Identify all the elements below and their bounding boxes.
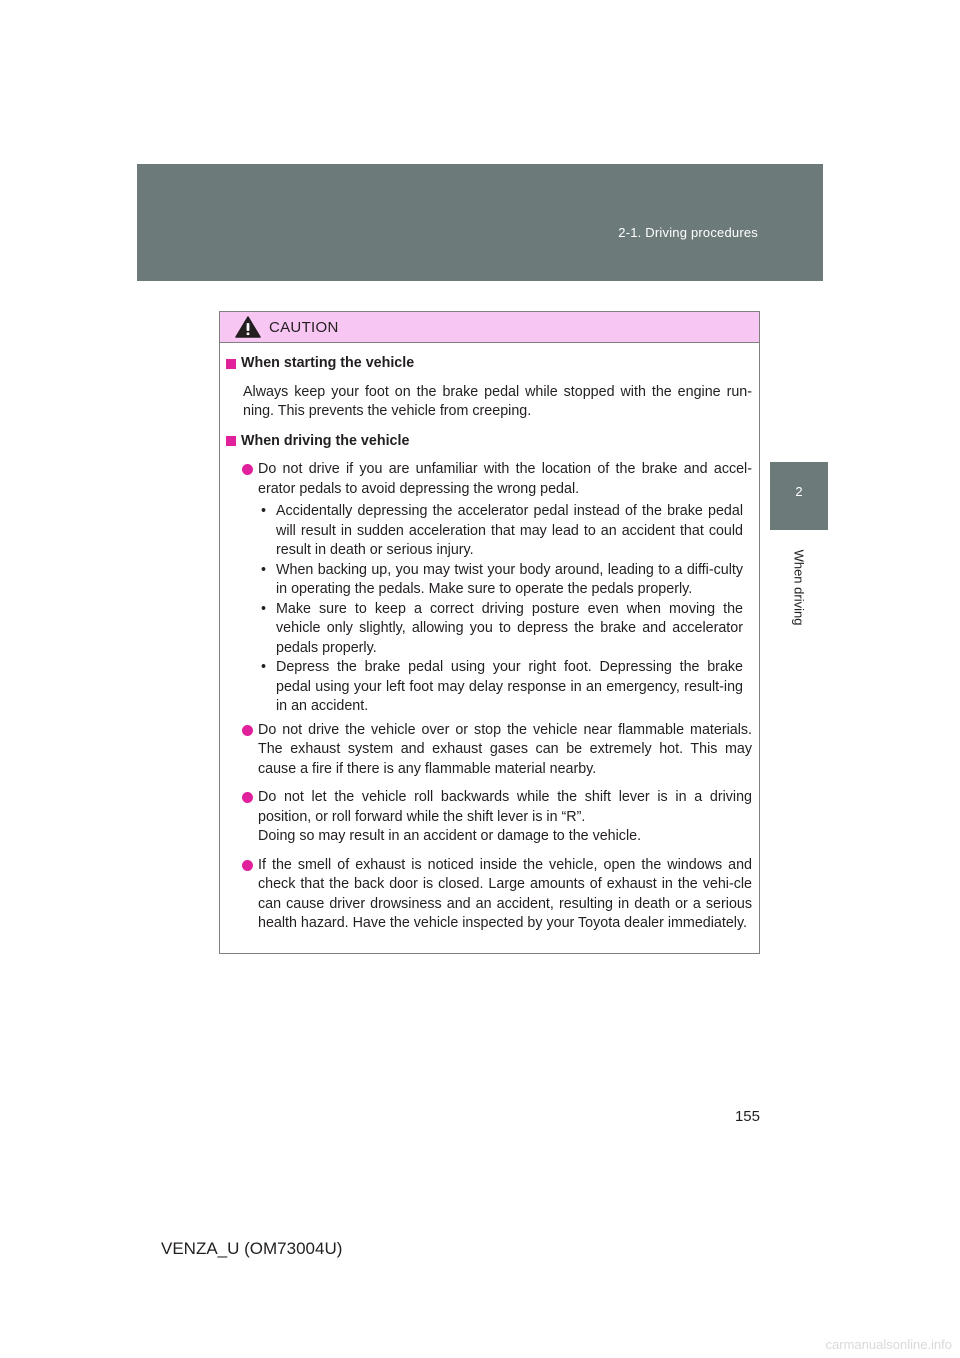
chapter-tab [770,462,828,530]
list-item: Do not drive if you are unfamiliar with the location of the brake and accel-erator pedals to avoid depressing the wrong pedal. [226,460,752,499]
square-bullet-icon [226,436,236,446]
round-bullet-icon [242,792,253,803]
sub-list [226,502,752,717]
list-item: Do not drive the vehicle over or stop the vehicle near flammable materials. The exhaust system and exhaust gases can be extremely hot. This may cause a fire if there is any flammable material nearby. [226,721,752,780]
caution-box [219,311,760,954]
chapter-number: 2 [795,484,803,499]
warning-triangle-icon [235,316,261,338]
list-item: If the smell of exhaust is noticed inside the vehicle, open the windows and check that the back door is closed. Large amounts of exhaust in the vehi-cle can cause driver drowsiness and an accident, resulting in death or a serious health hazard. Have the vehicle inspected by your Toyota dealer immediately. [226,856,752,934]
caution-body [220,343,759,934]
round-bullet-icon [242,464,253,475]
caution-header [220,312,759,343]
list-item: Do not let the vehicle roll backwards while the shift lever is in a driving position, or roll forward while the shift lever is in “R”. Doing so may result in an accident or damage to the vehicle. [226,788,752,847]
section-heading: When driving the vehicle [226,432,752,452]
page-number: 155 [734,1108,760,1125]
chapter-label: When driving [791,549,807,626]
round-bullet-icon [242,860,253,871]
section-heading: When starting the vehicle [226,354,752,374]
header-band [137,164,823,281]
round-bullet-icon [242,725,253,736]
sub-list-item: • Make sure to keep a correct driving posture even when moving the vehicle only slightly, allowing you to depress the brake and accelerator pedals properly. [261,600,743,656]
section-title: 2-1. Driving procedures [618,225,758,240]
sub-list-item: • When backing up, you may twist your body around, leading to a diffi-culty in operating the pedals. Make sure to operate the pedals properly. [261,561,743,597]
watermark: carmanualsonline.info [825,1337,952,1352]
square-bullet-icon [226,359,236,369]
sub-list-item: • Accidentally depressing the accelerator pedal instead of the brake pedal will result in sudden acceleration that may lead to an accident that could result in death or serious injury. [261,503,743,558]
caution-title: CAUTION [269,318,339,336]
sub-list-item: • Depress the brake pedal using your right foot. Depressing the brake pedal using your left foot may delay response in an emergency, result-ing in an accident. [261,659,743,714]
paragraph: Always keep your foot on the brake pedal while stopped with the engine run-ning. This prevents the vehicle from creeping. [243,383,752,419]
document-code: VENZA_U (OM73004U) [161,1239,343,1258]
